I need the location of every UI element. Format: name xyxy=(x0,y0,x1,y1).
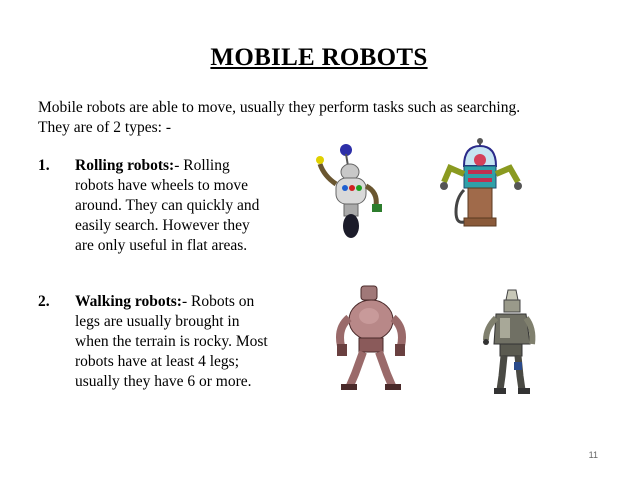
list-number: 2. xyxy=(38,293,50,310)
pedestal-robot-clipart xyxy=(440,138,524,238)
list-line: easily search. However they xyxy=(75,217,250,234)
list-item-text xyxy=(75,292,318,392)
list-line: around. They can quickly and xyxy=(75,197,260,214)
list-item-text xyxy=(75,156,318,256)
walking-robot-pink-clipart xyxy=(333,284,409,394)
intro-paragraph xyxy=(38,98,628,138)
term-label: Rolling robots: xyxy=(75,157,175,174)
list-line: are only useful in flat areas. xyxy=(75,237,248,254)
list-line: usually they have 6 or more. xyxy=(75,373,252,390)
intro-line-2: They are of 2 types: - xyxy=(38,119,171,136)
list-item-rolling-robots xyxy=(38,156,318,256)
list-number: 1. xyxy=(38,157,50,174)
list-line: legs are usually brought in xyxy=(75,313,240,330)
list-line xyxy=(75,292,318,312)
list-item-walking-robots xyxy=(38,292,318,392)
walking-robot-grey-clipart xyxy=(480,288,542,396)
term-label: Walking robots: xyxy=(75,293,182,310)
slide-title: MOBILE ROBOTS xyxy=(210,44,428,71)
list-line: robots have wheels to move xyxy=(75,177,249,194)
list-line-text: - Robots on xyxy=(181,293,255,310)
wheeled-robot-clipart xyxy=(312,140,388,240)
list-line xyxy=(75,156,318,176)
intro-line-1: Mobile robots are able to move, usually they perform tasks such as searching. xyxy=(38,99,521,116)
list-line: robots have at least 4 legs; xyxy=(75,353,239,370)
page-number: 11 xyxy=(588,450,598,460)
list-line: when the terrain is rocky. Most xyxy=(75,333,268,350)
list-line-text: - Rolling xyxy=(174,157,230,174)
